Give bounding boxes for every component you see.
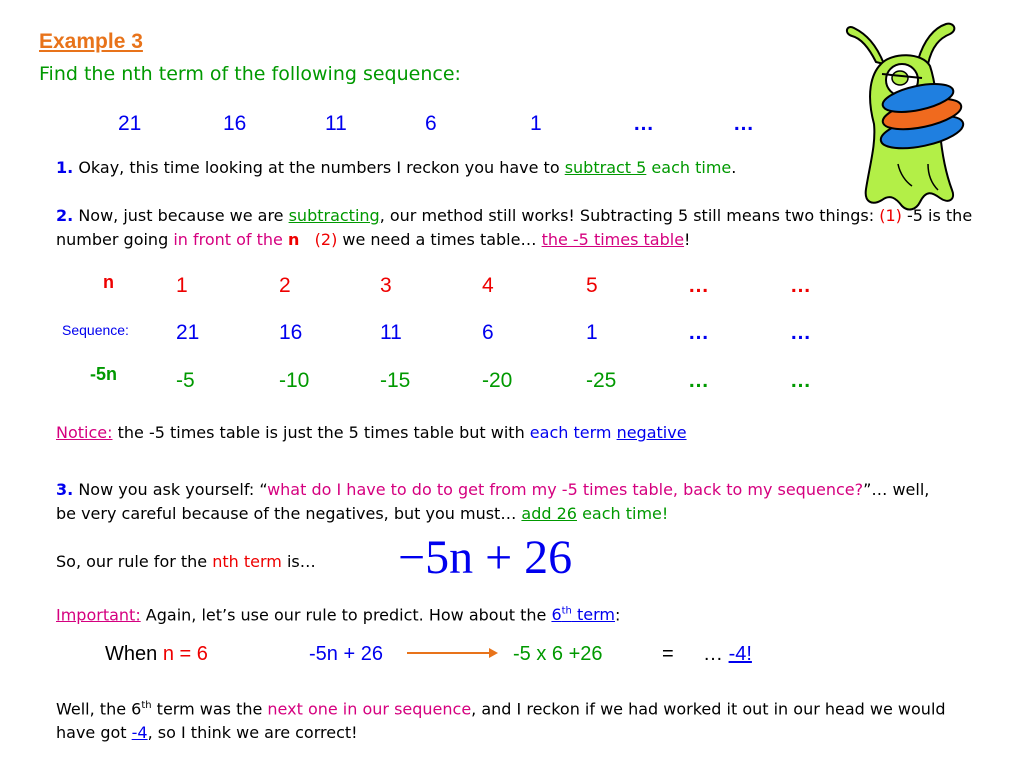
text: Now you ask yourself: “ (78, 480, 268, 499)
minus-5n-cell: -10 (279, 369, 310, 392)
highlight-minus-4: -4 (131, 723, 148, 743)
text: term was the (151, 699, 268, 719)
text: , so I think we are correct! (147, 723, 358, 743)
text: -5 is the number going (56, 206, 973, 249)
text: , our method still works! Subtracting 5 still means two things: (379, 206, 880, 225)
arrow-right-icon (405, 645, 500, 661)
highlight-subtracting: subtracting (288, 206, 380, 225)
text: term (571, 605, 615, 625)
text: is… (281, 552, 316, 571)
highlight-add-26: add 26 (521, 504, 577, 523)
page-subtitle: Find the nth term of the following sequence: (39, 63, 461, 85)
n-cell: 2 (279, 274, 291, 297)
text: ”… well, be very careful because of the negatives, but you must… (56, 480, 930, 523)
formula-text: −5n + 26 (398, 531, 573, 584)
text: So, our rule for the (56, 552, 213, 571)
important-paragraph (56, 600, 986, 627)
n-ellipsis: … (688, 274, 709, 297)
text: , and I reckon if we had worked it out in our head we would have got (56, 699, 946, 743)
superscript: th (141, 700, 152, 711)
n-ellipsis: … (790, 274, 811, 297)
minus-5n-ellipsis: … (790, 369, 811, 392)
sequence-cell: 6 (482, 321, 494, 344)
sequence-ellipsis: … (790, 321, 811, 344)
sequence-cell: 11 (380, 321, 402, 344)
minus-5n-cell: -15 (380, 369, 411, 392)
sequence-cell: 16 (279, 321, 303, 344)
text: Well, the 6 (56, 699, 142, 719)
text: : (614, 605, 621, 625)
superscript: th (561, 606, 572, 617)
highlight-each-time: each time! (582, 504, 669, 523)
sequence-term: 11 (325, 112, 347, 135)
highlight-negative: negative (616, 423, 687, 442)
conclusion-paragraph (56, 694, 956, 745)
row-label-n: n (103, 272, 114, 292)
highlight-6th-term (551, 605, 615, 624)
when-label (105, 643, 208, 666)
sequence-ellipsis: … (688, 321, 709, 344)
result (703, 643, 752, 666)
step-number: 3. (56, 480, 74, 499)
important-label: Important: (56, 605, 141, 625)
equals-sign: = (662, 643, 674, 665)
notice-paragraph (56, 421, 986, 445)
highlight-in-front: in front of the (173, 230, 288, 249)
highlight-each-time: each time (651, 158, 732, 177)
notice-label: Notice: (56, 423, 113, 442)
n-cell: 4 (482, 274, 494, 297)
n-equals-6: n = 6 (162, 643, 208, 665)
highlight-times-table: the -5 times table (541, 230, 685, 249)
text: Now, just because we are (78, 206, 289, 225)
highlight-nth-term: nth term (212, 552, 282, 571)
sequence-cell: 1 (586, 321, 598, 344)
highlight-next-one: next one in our sequence (267, 699, 472, 719)
text: Okay, this time looking at the numbers I reckon you have to (78, 158, 565, 177)
step-3-paragraph (56, 478, 936, 526)
sequence-ellipsis: … (633, 112, 654, 135)
minus-5n-cell: -20 (482, 369, 513, 392)
text: the -5 times table is just the 5 times table but with (112, 423, 530, 442)
highlight-each-term: each term (529, 423, 617, 442)
result-value: -4! (728, 643, 752, 665)
highlight-subtract-5: subtract 5 (564, 158, 647, 177)
text: ! (684, 230, 691, 249)
highlight-n: n (287, 230, 300, 249)
sequence-term: 1 (530, 112, 542, 135)
step-number: 2. (56, 206, 74, 225)
row-label-minus-5n: -5n (90, 364, 117, 384)
highlight-question: what do I have to do to get from my -5 times table, back to my sequence? (267, 480, 864, 499)
row-label-sequence: Sequence: (62, 322, 129, 338)
minus-5n-cell: -5 (176, 369, 195, 392)
ellipsis: … (703, 643, 729, 665)
n-cell: 5 (586, 274, 598, 297)
text: 6 (551, 605, 562, 625)
n-cell: 1 (176, 274, 188, 297)
sequence-term: 16 (223, 112, 247, 135)
page-title: Example 3 (39, 30, 143, 53)
text: . (731, 158, 737, 177)
n-cell: 3 (380, 274, 392, 297)
text: we need a times table… (337, 230, 542, 249)
sequence-ellipsis: … (733, 112, 754, 135)
calculation: -5 x 6 +26 (513, 643, 603, 665)
text (299, 230, 314, 249)
expression: -5n + 26 (309, 643, 383, 665)
nth-term-formula (398, 530, 572, 585)
text: Again, let’s use our rule to predict. How about the (140, 605, 552, 625)
sequence-cell: 21 (176, 321, 200, 344)
minus-5n-ellipsis: … (688, 369, 709, 392)
sequence-term: 21 (118, 112, 142, 135)
text: When (105, 643, 163, 665)
step-number: 1. (56, 158, 74, 177)
minus-5n-cell: -25 (586, 369, 617, 392)
marker-1: (1) (879, 206, 902, 225)
marker-2: (2) (314, 230, 338, 249)
alien-illustration (836, 14, 986, 214)
sequence-term: 6 (425, 112, 437, 135)
